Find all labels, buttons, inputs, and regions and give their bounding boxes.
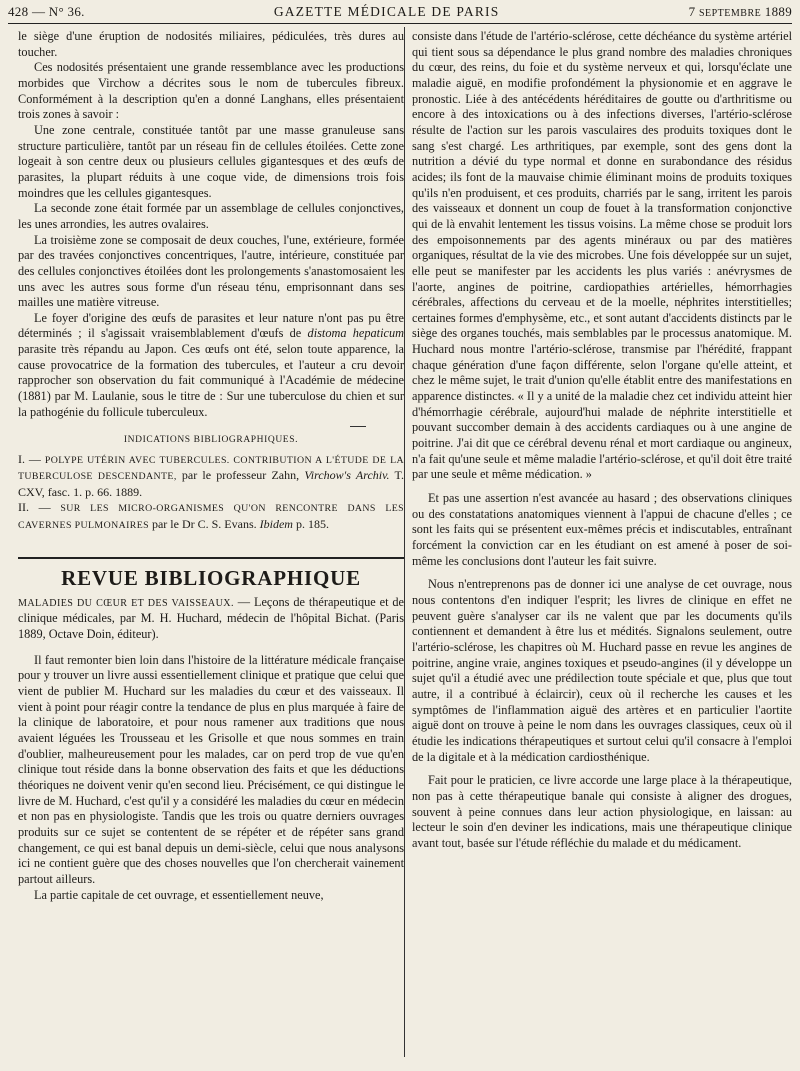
- section-rule: [18, 557, 404, 559]
- page-number: 428 — N° 36.: [8, 4, 85, 19]
- journal-title: GAZETTE MÉDICALE DE PARIS: [273, 4, 500, 19]
- column-divider: [404, 27, 405, 1057]
- page-header: [8, 2, 792, 22]
- paragraph: Une zone centrale, constituée tantôt par une masse granuleuse sans structure particulière, tantôt par un réseau fin de cellules étoilées. Cette zone logeait à son centre deux ou plusieurs cellules gigantesques et des œufs de parasites, la plupart réduits à une coque vide, de dimensions trois fois moindres que les cellules gigantesques.: [18, 122, 404, 200]
- header-rule: [8, 23, 792, 24]
- right-column: [412, 29, 792, 851]
- paragraph: Ces nodosités présentaient une grande ressemblance avec les productions morbides que Virchow a décrites sous le nom de tubercules fibreux. Conformément à la description qu'en a donné Langhans, elles présentaient trois zones à savoir :: [18, 60, 404, 122]
- paragraph: consiste dans l'étude de l'artério-sclérose, cette déchéance du système artériel qui tient sous sa dépendance le plus grand nombre des maladies chroniques du cœur, des reins, du foie et du système nerveux et qui, lorsqu'éclate une maladie aiguë, en modifie profondément la physionomie et en aggrave le pronostic. Liée à des antécédents héréditaires de goutte ou d'arthritisme ou encore à des intoxications ou à des infections diverses, l'artério-sclérose résulte de l'action sur les parois vasculaires des produits toxiques dont le sang s'est chargé. Les arthritiques, par exemple, sont des gens dont la nutrition a dévié du type normal et donne en surabondance des résidus acides; ils font de la mauvaise chimie éliminant moins de produits toxiques qu'ils n'en produisent, et ces produits, charriés par le sang, irritent les parois des vaisseaux et donnent un coup de fouet à la transformation conjonctive qui de là envahit lentement les tissus voisins. La même chose se produit lors des empoisonnements par des agents minéraux ou par des matières organiques, résultat de la vie des microbes. Une fois développée sur un sujet, elle peut se manifester par les accidents les plus variés : anévrysmes de l'aorte, angines de poitrine, cardiopathies artérielles, hémorrhagies cérébrales, affections du cerveau et de la moelle, néphrites interstitielles; certaines formes d'emphysème, etc., et sont autant d'accidents distincts par le siège des organes touchés, mais semblables par le processus anatomique. M. Huchard nous montre l'artério-sclérose, transmise par l'hérédité, frappant chaque génération d'une façon différente, selon l'organe qu'elle atteint, et chez le même sujet, le trait d'union qu'elle établit entre des manifestations en apparence distinctes. « Il y a unité de la maladie chez cet individu atteint hier d'hémorrhagie cérébrale, aujourd'hui malade de néphrite interstitielle et pouvant succomber demain à des accidents cardiaques ou à une angine de poitrine. J'ai dit que ce cérébral devenu rénal et mort cardiaque ou angineux, n'a fait qu'une seule et même maladie l'artério-sclérose, et qu'il doit être traité par une seule et même médication. »: [412, 29, 793, 482]
- paragraph: le siège d'une éruption de nodosités miliaires, pédiculées, très dures au toucher.: [18, 29, 404, 59]
- paragraph: La partie capitale de cet ouvrage, et essentiellement neuve,: [34, 887, 324, 902]
- paragraph: Nous n'entreprenons pas de donner ici une analyse de cet ouvrage, nous nous contentons d'en indiquer l'esprit; les livres de clinique en effet ne peuvent guère s'analyser car ils ne valent que par les documents qu'ils contiennent et demandent à être lus et médités. Signalons seulement, outre l'artério-sclérose, les chapitres où M. Huchard passe en revue les angines de poitrine, angine vraie, angines toxiques et pseudo-angines (il y développe un sujet qu'il a étudié avec une prédilection toute spéciale et que, plus que tout autre, il a contribué à éclaircir), ceux où il recherche les causes et les symptômes de l'inflammation aiguë des artères et en particulier l'aortite aiguë dont on trouve à peine le nom dans les ouvrages classiques, ceux où il étudie les indications thérapeutiques et surtout celui qu'il consacre à l'emploi de la digitale et à la médication cardiosthénique.: [412, 577, 792, 764]
- bibliography-entry: I. — POLYPE UTÉRIN AVEC TUBERCULES. CONTRIBUTION A L'ÉTUDE DE LA TUBERCULOSE DESCENDANTE, par le professeur Zahn, Virchow's Archiv. T. CXV, fasc. 1. p. 66. 1889.: [18, 452, 404, 499]
- paragraph: Fait pour le praticien, ce livre accorde une large place à la thérapeutique, non pas à cette thérapeutique banale qui consiste à aligner des drogues, souvent à peine connues dans leur action physiologique, en laissan: au lecteur le soin d'en deviner les indications, mais une thérapeutique clinique avant tout, basée sur l'étude réfléchie du malade et du médicament.: [412, 773, 792, 850]
- paragraph: La troisième zone se composait de deux couches, l'une, extérieure, formée par des travées conjonctives concentriques, l'autre, intérieure, constituée par des cellules conjonctives étoilées dont les prolongements s'anastomosaient les uns avec les autres sous forme d'un réseau ténu, emprisonnant dans ses mailles une matière vitreuse.: [18, 232, 404, 310]
- separator: [350, 426, 366, 427]
- issue-date: 7 SEPTEMBRE 1889: [688, 4, 792, 19]
- section-title: REVUE BIBLIOGRAPHIQUE: [61, 566, 361, 591]
- paragraph: La seconde zone était formée par un assemblage de cellules conjonctives, les unes arrondies, les autres ovalaires.: [18, 201, 404, 231]
- paragraph: Il faut remonter bien loin dans l'histoire de la littérature médicale française pour y trouver un livre aussi essentiellement clinique et pratique que celui que vient de publier M. Huchard sur les maladies du cœur et des vaisseaux. Il vient à point pour réagir contre la tendance de plus en plus marquée à faire de la clinique de laboratoire, et pour nous ramener aux traditions que nous avaient léguées les Trousseau et les Grisolle et que nous sommes en train d'oublier, malheureusement pour les malades, car on perd trop de vue qu'en clinique tout réside dans la bonne observation des faits et que les déductions théoriques ne doivent venir qu'en second lieu. Précisément, ce qui distingue le livre de M. Huchard, c'est qu'il y a considéré les maladies du cœur en médecin et non pas en physiologiste. Tandis que les trois ou quatre derniers ouvrages produits sur ce sujet se contentent de se répéter et de répéter sans grand changement, ce qui est banal depuis un demi-siècle, celui que nous analysons ici ne contient guère que des choses nouvelles que l'on chercherait vainement partout ailleurs.: [18, 652, 404, 886]
- paragraph: Et pas une assertion n'est avancée au hasard ; des observations cliniques ou des constatations anatomiques viennent à l'appui de chacune d'elles ; ce sont les faits qui se présentent eux-mêmes précis et indiscutables, entraînant forcément la conviction car en les étudiant on est amené à poser de soi-même les conclusions dont l'auteur les fait suivre.: [412, 491, 792, 568]
- book-reference: MALADIES DU CŒUR ET DES VAISSEAUX. — Leçons de thérapeutique et de clinique médicales, par M. H. Huchard, médecin de l'hôpital Bichat. (Paris 1889, Octave Doin, éditeur).: [18, 594, 404, 642]
- bibliography-entry: II. — SUR LES MICRO-ORGANISMES QU'ON RENCONTRE DANS LES CAVERNES PULMONAIRES par le Dr C. S. Evans. Ibidem p. 185.: [18, 500, 404, 531]
- left-column: [18, 29, 404, 903]
- bibliography-heading: INDICATIONS BIBLIOGRAPHIQUES.: [123, 435, 299, 446]
- paragraph: Le foyer d'origine des œufs de parasites et leur nature n'ont pas pu être déterminés ; il s'agissait vraisemblablement d'œufs de distoma hepaticum parasite très répandu au Japon. Ces œufs ont été, selon toute apparence, la cause provocatrice de la formation des tubercules, et l'auteur a cru devoir rapprocher son observation du fait communiqué à l'Académie de médecine (1881) par M. Laulanie, sous le titre de : Sur une tuberculose du chien et sur la pathogénie du follicule tuberculeux.: [18, 310, 405, 419]
